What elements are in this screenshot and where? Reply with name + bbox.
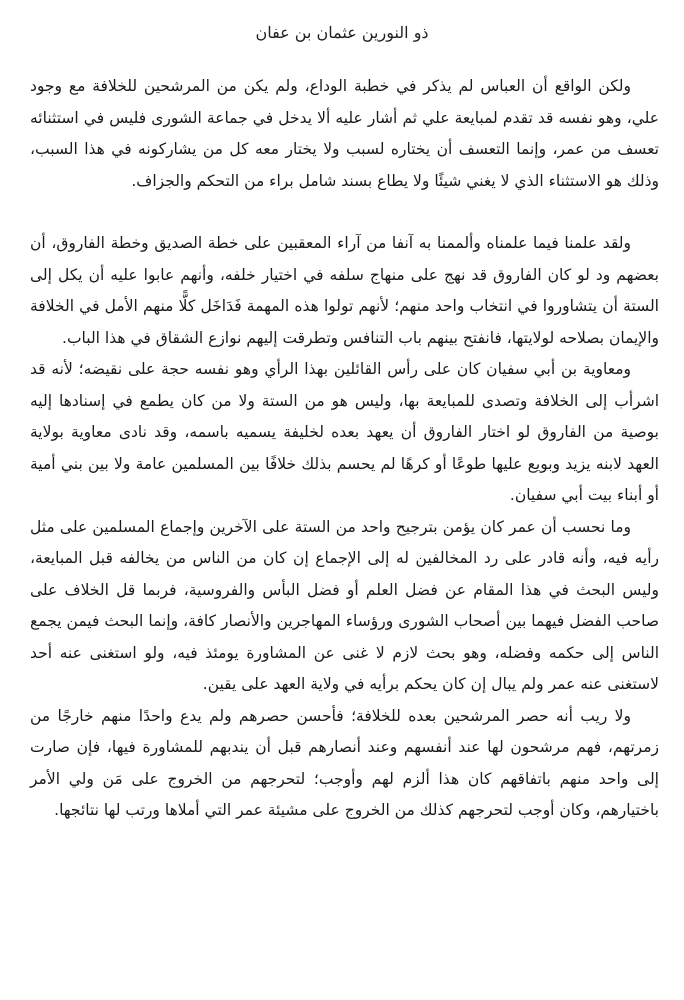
paragraph: ولقد علمنا فيما علمناه وألممنا به آنفا من آراء المعقبين على خطة الصديق وخطة الفاروق، أن بعضهم ود لو كان الفاروق قد نهج على منهاج سلفه في اختيار خلفه، وأنهم عابوا عليه أن يكل إلى الستة أن يتشاوروا في انتخاب واحد منهم؛ لأنهم تولوا هذه المهمة فَدَاخَل كلًّا منهم الأمل في الخلافة والإيمان بصلاحه لولايتها، فانفتح بينهم باب التنافس وتطرقت إليهم نوازع الشقاق في هذا الباب. <box>30 234 659 347</box>
running-header: ذو النورين عثمان بن عفان <box>255 23 429 42</box>
paragraph: ولا ريب أنه حصر المرشحين بعده للخلافة؛ فأحسن حصرهم ولم يدع واحدًا منهم خارجًا من زمرتهم، فهم مرشحون لها عند أنفسهم وعند أنصارهم قبل أن يندبهم للمشاورة فيها، فإن صارت إلى واحد منهم باتفاقهم كان هذا ألزم لهم وأوجب؛ لتحرجهم من الخروج على مَن ولي الأمر باختيارهم، وكان أوجب لتحرجهم كذلك من الخروج على مشيئة عمر التي أملاها ورتب لها نتائجها. <box>30 706 659 819</box>
paragraph: ومعاوية بن أبي سفيان كان على رأس القائلين بهذا الرأي وهو نفسه حجة على نقيضه؛ لأنه قد اشرأب إلى الخلافة وتصدى للمبايعة بها، وليس هو من الستة ولا من كان يطمع في إسنادها إليه بوصية من الفاروق لو اختار الفاروق أن يعهد بعده لخليفة يسميه باسمه، وقد نادى معاوية بولاية العهد لابنه يزيد وبويع عليها طوعًا أو كرهًا لم يحسم بذلك خلافًا بين المسلمين عامة ولا بين بني أمية أو أبناء بيت أبي سفيان. <box>30 360 659 504</box>
paragraph: ولكن الواقع أن العباس لم يذكر في خطبة الوداع، ولم يكن من المرشحين للخلافة مع وجود علي، وهو نفسه قد تقدم لمبايعة علي ثم أشار عليه ألا يدخل في جماعة الشورى فليس في استثنائه تعسف من عمر، وإنما التعسف أن يختاره لسبب ولا يختار معه كل من يشاركونه في هذا السبب، وذلك هو الاستثناء الذي لا يغني شيئًا ولا يطاع بسند شامل براء من التحكم والجزاف. <box>30 77 659 190</box>
body-text <box>30 71 659 827</box>
paragraph: وما نحسب أن عمر كان يؤمن بترجيح واحد من الستة على الآخرين وإجماع المسلمين على مثل رأيه فيه، وأنه قادر على رد المخالفين له إلى الإجماع إن كان من الناس من يخالفه قبل المبايعة، وليس البحث في هذا المقام عن فضل العلم أو فضل البأس والفروسية، فربما قل الخلاف على صاحب الفضل فيهما بين أصحاب الشورى ورؤساء المهاجرين والأنصار كافة، وإنما البحث فيمن يجمع الناس إلى حكمه وفضله، وهو بحث لازم لا غنى عن المشاورة يومئذ فيه، ولو استغنى عنه أحد لاستغنى عنه عمر ولم يبال إن كان يحكم برأيه في ولاية العهد على يقين. <box>30 517 659 693</box>
